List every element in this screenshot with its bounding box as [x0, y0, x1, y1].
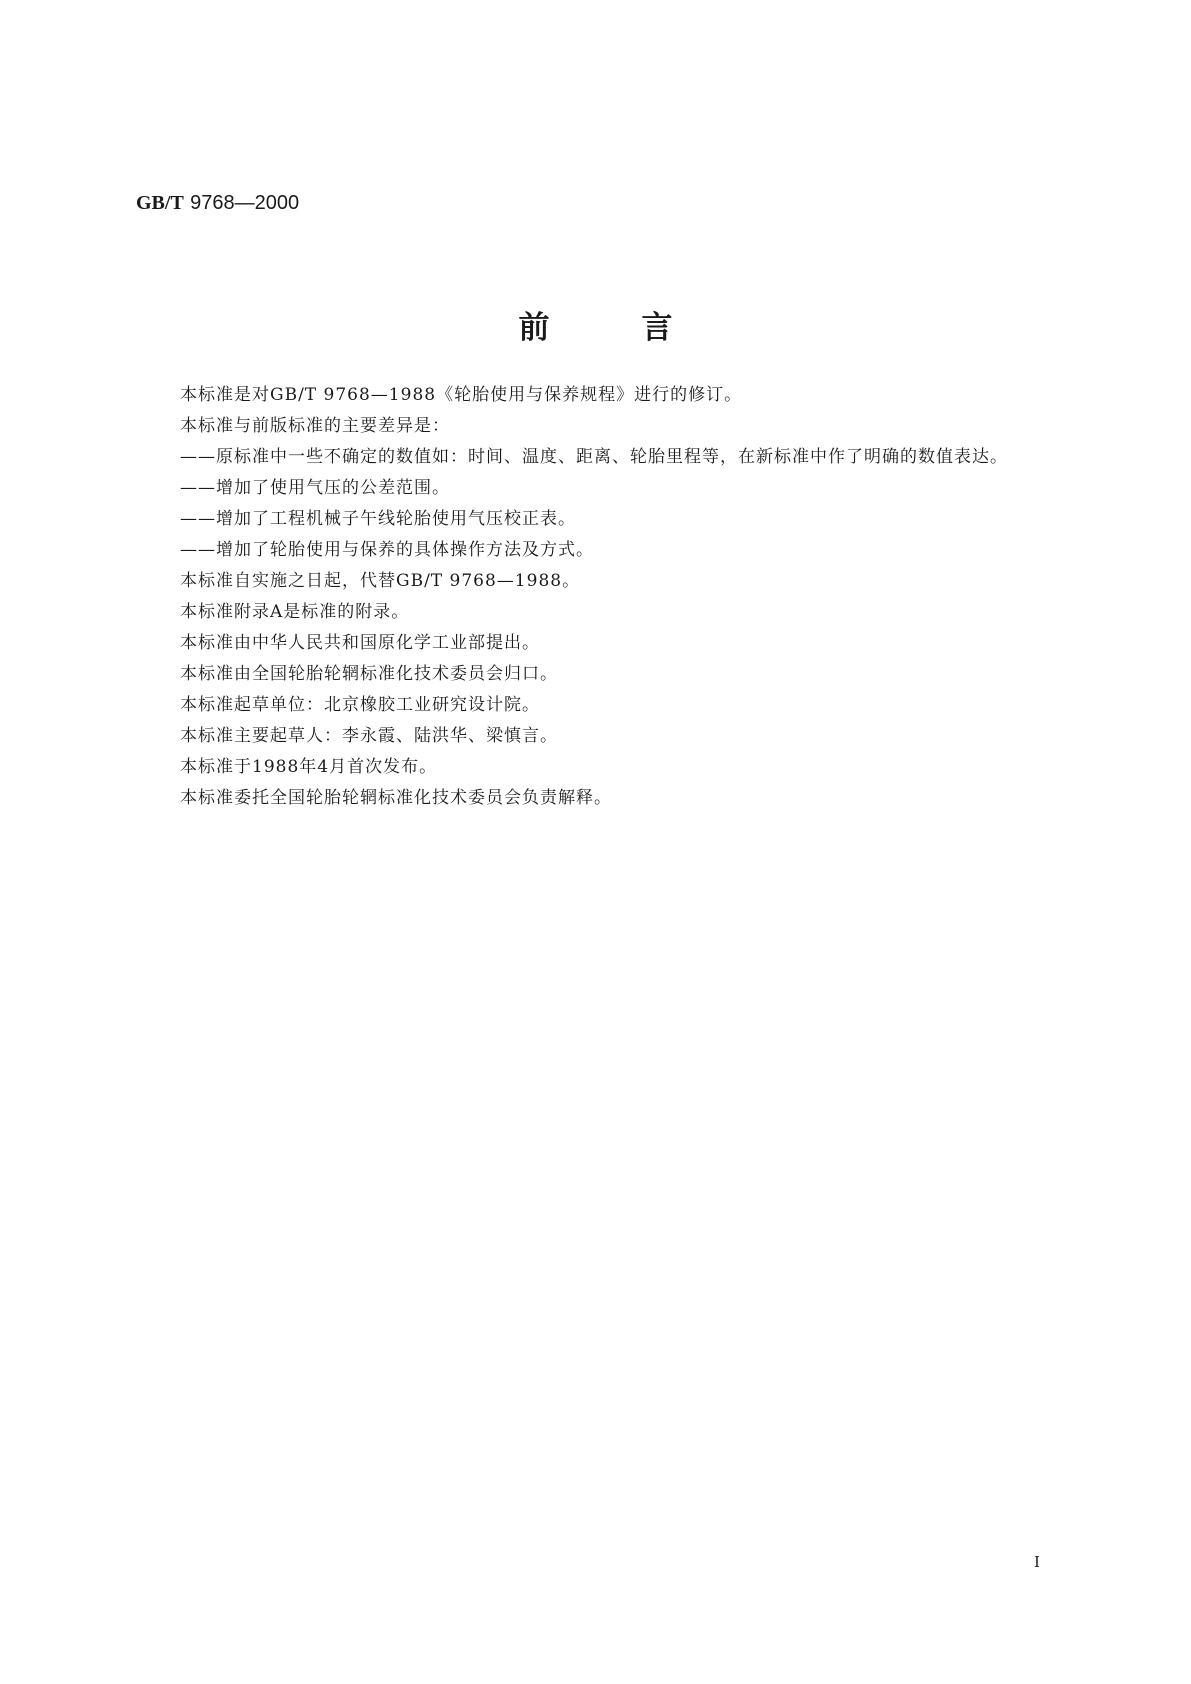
- document-code: [136, 190, 299, 215]
- paragraph: 本标准附录A是标准的附录。: [180, 602, 410, 622]
- paragraph: 本标准由全国轮胎轮辋标准化技术委员会归口。: [180, 664, 558, 684]
- list-item: ——增加了工程机械子午线轮胎使用气压校正表。: [180, 509, 576, 529]
- paragraph: 本标准主要起草人：李永霞、陆洪华、梁慎言。: [180, 726, 558, 746]
- paragraph: 本标准是对GB/T 9768—1988《轮胎使用与保养规程》进行的修订。: [180, 385, 743, 405]
- foreword-body: [146, 380, 1066, 814]
- page-title: 前言: [518, 310, 765, 346]
- paragraph: 本标准由中华人民共和国原化学工业部提出。: [180, 633, 540, 653]
- paragraph: 本标准委托全国轮胎轮辋标准化技术委员会负责解释。: [180, 788, 612, 808]
- document-code-prefix: GB/T: [136, 192, 184, 214]
- paragraph: 本标准于1988年4月首次发布。: [180, 757, 438, 777]
- paragraph: 本标准自实施之日起，代替GB/T 9768—1988。: [180, 571, 581, 591]
- list-item: ——增加了轮胎使用与保养的具体操作方法及方式。: [180, 540, 594, 560]
- document-code-number: 9768—2000: [190, 192, 300, 214]
- paragraph: 本标准起草单位：北京橡胶工业研究设计院。: [180, 695, 540, 715]
- page-number: I: [1034, 1553, 1040, 1571]
- paragraph: 本标准与前版标准的主要差异是：: [180, 416, 450, 436]
- list-item: ——增加了使用气压的公差范围。: [180, 478, 450, 498]
- list-item: ——原标准中一些不确定的数值如：时间、温度、距离、轮胎里程等，在新标准中作了明确的数值表达。: [180, 447, 1008, 467]
